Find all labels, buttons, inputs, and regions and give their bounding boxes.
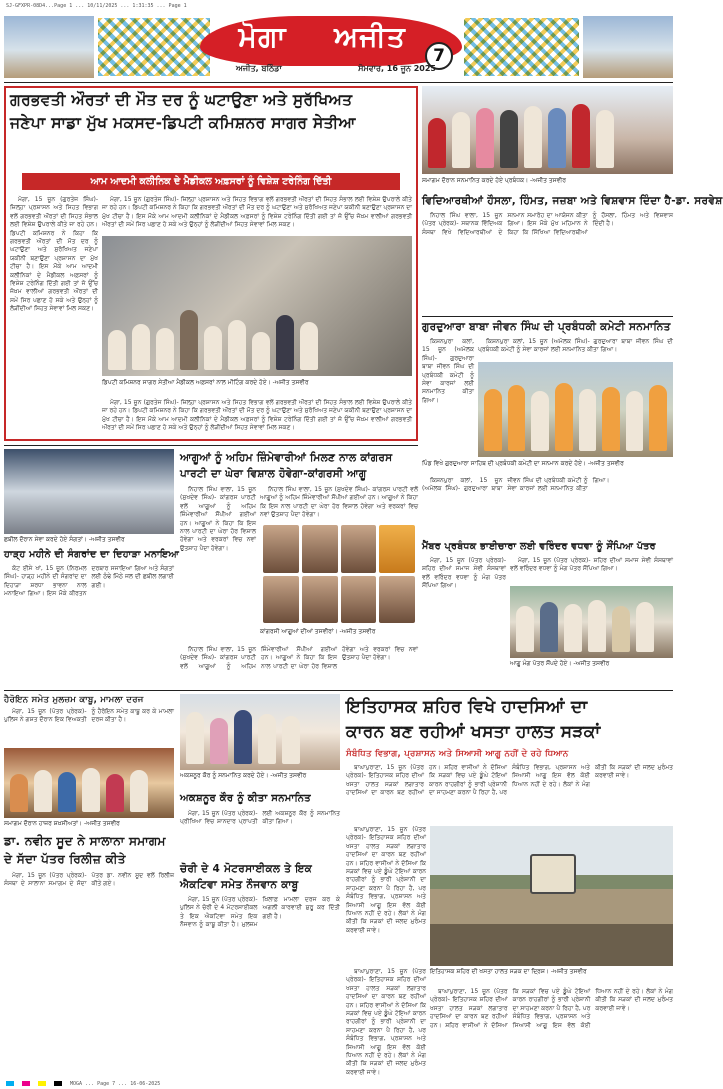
right-top-photo-caption: ਸਮਾਗਮ ਦੌਰਾਨ ਸਨਮਾਨਿਤ ਕਰਦੇ ਹੋਏ ਪ੍ਰਬੰਧਕ। -ਅਜੀਤ ਤਸਵੀਰ xyxy=(422,177,566,184)
memorandum-photo-caption: ਆਗੂ ਮੰਗ ਪੱਤਰ ਸੌਂਪਦੇ ਹੋਏ। -ਅਜੀਤ ਤਸਵੀਰ xyxy=(510,660,610,667)
gurdwara-body-top: ਕਿਸ਼ਨਪੁਰਾ ਕਲਾਂ, 15 ਜੂਨ (ਅਮੋਲਕ ਸਿੰਘ)- ਗੁਰਦੁਆਰਾ ਬਾਬਾ ਜੀਵਨ ਸਿੰਘ ਦੀ ਪ੍ਰਬੰਧਕੀ ਕਮੇਟੀ ਨੂੰ ਸੇਵਾ ਕਾਰਜਾਂ ਲਈ ਸਨਮਾਨਿਤ ਕੀਤਾ ਗਿਆ। xyxy=(478,338,673,354)
roads-body-col: ਬਾਘਾਪੁਰਾਣਾ, 15 ਜੂਨ (ਪੱਤਰ ਪ੍ਰੇਰਕ)- ਇਤਿਹਾਸਕ ਸ਼ਹਿਰ ਦੀਆਂ ਖਸਤਾ ਹਾਲਤ ਸੜਕਾਂ ਲਗਾਤਾਰ ਹਾਦਸਿਆਂ ਦਾ ਕਾਰਨ ਬਣ ਰਹੀਆਂ ਹਨ। ਸ਼ਹਿਰ ਵਾਸੀਆਂ ਨੇ ਦੱਸਿਆ ਕਿ ਸੜਕਾਂ ਵਿਚ ਪਏ ਡੂੰਘੇ ਟੋਇਆਂ ਕਾਰਨ ਰਾਹਗੀਰਾਂ ਨੂੰ ਭਾਰੀ ਪ੍ਰੇਸ਼ਾਨੀ ਦਾ ਸਾਹਮਣਾ ਕਰਨਾ ਪੈ ਰਿਹਾ ਹੈ, ਪਰ ਸੰਬੰਧਿਤ ਵਿਭਾਗ, ਪ੍ਰਸ਼ਾਸਨ ਅਤੇ ਸਿਆਸੀ ਆਗੂ ਇਸ ਵੱਲ ਕੋਈ ਧਿਆਨ ਨਹੀਂ ਦੇ ਰਹੇ। ਲੋਕਾਂ ਨੇ ਮੰਗ ਕੀਤੀ ਕਿ ਸੜਕਾਂ ਦੀ ਜਲਦ ਮੁਰੰਮਤ ਕਰਵਾਈ ਜਾਵੇ। xyxy=(346,826,426,934)
congress-face xyxy=(341,576,377,624)
lead-body-top: ਮੋਗਾ, 15 ਜੂਨ (ਗੁਰਤੇਜ ਸਿੰਘ)- ਜ਼ਿਲ੍ਹਾ ਪ੍ਰਸ਼ਾਸਨ ਅਤੇ ਸਿਹਤ ਵਿਭਾਗ ਵਲੋਂ ਗਰਭਵਤੀ ਔਰਤਾਂ ਦੀ ਸਿਹਤ ਸੰਭਾਲ ਲਈ ਵਿਸ਼ੇਸ਼ ਉਪਰਾਲੇ ਕੀਤੇ ਜਾ ਰਹੇ ਹਨ। ਡਿਪਟੀ ਕਮਿਸ਼ਨਰ ਨੇ ਕਿਹਾ ਕਿ ਗਰਭਵਤੀ ਔਰਤਾਂ ਦੀ ਮੌਤ ਦਰ ਨੂੰ ਘਟਾਉਣਾ ਅਤੇ ਸੁਰੱਖਿਅਤ ਜਣੇਪਾ ਯਕੀਨੀ ਬਣਾਉਣਾ ਪ੍ਰਸ਼ਾਸਨ ਦਾ ਮੁੱਖ ਟੀਚਾ ਹੈ। ਇਸ ਮੌਕੇ ਆਮ ਆਦਮੀ ਕਲੀਨਿਕਾਂ ਦੇ ਮੈਡੀਕਲ ਅਫ਼ਸਰਾਂ ਨੂੰ ਵਿਸ਼ੇਸ਼ ਟਰੇਨਿੰਗ ਦਿੱਤੀ ਗਈ ਤਾਂ ਜੋ ਉੱਚ ਜੋਖ਼ਮ ਵਾਲੀਆਂ ਗਰਭਵਤੀ ਔਰਤਾਂ ਦੀ ਸਮੇਂ ਸਿਰ ਪਛਾਣ ਹੋ ਸਕੇ ਅਤੇ ਉਨ੍ਹਾਂ ਨੂੰ ਲੋੜੀਂਦੀਆਂ ਸਿਹਤ ਸੇਵਾਵਾਂ ਮਿਲ ਸਕਣ। xyxy=(102,196,412,229)
lead-headline-line2: ਜਣੇਪਾ ਸਾਡਾ ਮੁੱਖ ਮਕਸਦ-ਡਿਪਟੀ ਕਮਿਸ਼ਨਰ ਸਾਗਰ ਸੇਤੀਆ xyxy=(10,114,356,132)
masthead-city: ਅਜੀਤ, ਬਠਿੰਡਾ xyxy=(236,64,282,73)
chabeel-body: ਕੋਟ ਈਸੇ ਖਾਂ, 15 ਜੂਨ (ਨਿਰਮਲ ਸਿੰਘ)- ਹਾੜ੍ਹ ਮਹੀਨੇ ਦੀ ਸੰਗਰਾਂਦ ਦਾ ਦਿਹਾੜਾ ਸ਼ਰਧਾ ਭਾਵਨਾ ਨਾਲ ਮਨਾਇਆ ਗਿਆ। ਇਸ ਮੌਕੇ ਕੀਰਤਨ ਦਰਬਾਰ ਸਜਾਇਆ ਗਿਆ ਅਤੇ ਸੰਗਤਾਂ ਲਈ ਠੰਢੇ ਮਿੱਠੇ ਜਲ ਦੀ ਛਬੀਲ ਲਗਾਈ ਗਈ। xyxy=(4,565,174,598)
navin-headline-line2: ਦੇ ਸੱਦਾ ਪੱਤਰ ਰਿਲੀਜ਼ ਕੀਤੇ xyxy=(4,852,126,866)
masthead-photo-left xyxy=(4,16,94,78)
roads-body-bottom-left: ਬਾਘਾਪੁਰਾਣਾ, 15 ਜੂਨ (ਪੱਤਰ ਪ੍ਰੇਰਕ)- ਇਤਿਹਾਸਕ ਸ਼ਹਿਰ ਦੀਆਂ ਖਸਤਾ ਹਾਲਤ ਸੜਕਾਂ ਲਗਾਤਾਰ ਹਾਦਸਿਆਂ ਦਾ ਕਾਰਨ ਬਣ ਰਹੀਆਂ ਹਨ। ਸ਼ਹਿਰ ਵਾਸੀਆਂ ਨੇ ਦੱਸਿਆ ਕਿ ਸੜਕਾਂ ਵਿਚ ਪਏ ਡੂੰਘੇ ਟੋਇਆਂ ਕਾਰਨ ਰਾਹਗੀਰਾਂ ਨੂੰ ਭਾਰੀ ਪ੍ਰੇਸ਼ਾਨੀ ਦਾ ਸਾਹਮਣਾ ਕਰਨਾ ਪੈ ਰਿਹਾ ਹੈ, ਪਰ ਸੰਬੰਧਿਤ ਵਿਭਾਗ, ਪ੍ਰਸ਼ਾਸਨ ਅਤੇ ਸਿਆਸੀ ਆਗੂ ਇਸ ਵੱਲ ਕੋਈ ਧਿਆਨ ਨਹੀਂ ਦੇ ਰਹੇ। ਲੋਕਾਂ ਨੇ ਮੰਗ ਕੀਤੀ ਕਿ ਸੜਕਾਂ ਦੀ ਜਲਦ ਮੁਰੰਮਤ ਕਰਵਾਈ ਜਾਵੇ। xyxy=(346,968,426,1076)
memorandum-body-top: ਮੋਗਾ, 15 ਜੂਨ (ਪੱਤਰ ਪ੍ਰੇਰਕ)- ਸ਼ਹਿਰ ਦੀਆਂ ਸਮਾਜ ਸੇਵੀ ਸੰਸਥਾਵਾਂ ਵਲੋਂ ਵਰਿੰਦਰ ਵਧਵਾ ਨੂੰ ਮੰਗ ਪੱਤਰ ਸੌਂਪਿਆ ਗਿਆ। xyxy=(510,557,673,573)
congress-face xyxy=(263,525,299,573)
roads-body-top: ਬਾਘਾਪੁਰਾਣਾ, 15 ਜੂਨ (ਪੱਤਰ ਪ੍ਰੇਰਕ)- ਇਤਿਹਾਸਕ ਸ਼ਹਿਰ ਦੀਆਂ ਖਸਤਾ ਹਾਲਤ ਸੜਕਾਂ ਲਗਾਤਾਰ ਹਾਦਸਿਆਂ ਦਾ ਕਾਰਨ ਬਣ ਰਹੀਆਂ ਹਨ। ਸ਼ਹਿਰ ਵਾਸੀਆਂ ਨੇ ਦੱਸਿਆ ਕਿ ਸੜਕਾਂ ਵਿਚ ਪਏ ਡੂੰਘੇ ਟੋਇਆਂ ਕਾਰਨ ਰਾਹਗੀਰਾਂ ਨੂੰ ਭਾਰੀ ਪ੍ਰੇਸ਼ਾਨੀ ਦਾ ਸਾਹਮਣਾ ਕਰਨਾ ਪੈ ਰਿਹਾ ਹੈ, ਪਰ ਸੰਬੰਧਿਤ ਵਿਭਾਗ, ਪ੍ਰਸ਼ਾਸਨ ਅਤੇ ਸਿਆਸੀ ਆਗੂ ਇਸ ਵੱਲ ਕੋਈ ਧਿਆਨ ਨਹੀਂ ਦੇ ਰਹੇ। ਲੋਕਾਂ ਨੇ ਮੰਗ ਕੀਤੀ ਕਿ ਸੜਕਾਂ ਦੀ ਜਲਦ ਮੁਰੰਮਤ ਕਰਵਾਈ ਜਾਵੇ। xyxy=(346,764,673,797)
right-top-photo xyxy=(422,86,673,174)
color-swatch-cyan xyxy=(6,1081,14,1086)
congress-face xyxy=(302,576,338,624)
chabeel-photo xyxy=(4,449,174,534)
masthead-rule xyxy=(4,82,673,83)
congress-headline-line2: ਪਾਰਟੀ ਦਾ ਘੇਰਾ ਵਿਸ਼ਾਲ ਹੋਵੇਗਾ-ਕਾਂਗਰਸੀ ਆਗੂ xyxy=(180,468,367,480)
color-swatch-black xyxy=(54,1081,62,1086)
roads-photo xyxy=(430,826,673,966)
print-slug: SJ-GFXPR-08D4...Page 1 ... 10/11/2025 ... 1:31:35 ... Page 1 xyxy=(6,3,187,9)
congress-photo-grid xyxy=(260,522,418,626)
congress-face xyxy=(341,525,377,573)
bikes-headline-line2: ਐਕਟਿਵਾ ਸਮੇਤ ਨੌਜਵਾਨ ਕਾਬੂ xyxy=(180,879,299,891)
congress-headline-line1: ਆਗੂਆਂ ਨੂੰ ਅਹਿਮ ਜ਼ਿੰਮੇਵਾਰੀਆਂ ਮਿਲਣ ਨਾਲ ਕਾਂਗਰਸ xyxy=(180,452,393,464)
navin-headline-line1: ਡਾ. ਨਵੀਨ ਸੂਦ ਨੇ ਸਾਲਾਨਾ ਸਮਾਗਮ xyxy=(4,834,166,848)
roads-headline-line2: ਕਾਰਨ ਬਣ ਰਹੀਆਂ ਖਸਤਾ ਹਾਲਤ ਸੜਕਾਂ xyxy=(346,722,601,742)
lead-headline-line1: ਗਰਭਵਤੀ ਔਰਤਾਂ ਦੀ ਮੌਤ ਦਰ ਨੂੰ ਘਟਾਉਣਾ ਅਤੇ ਸੁਰੱਖਿਅਤ xyxy=(10,91,353,109)
memorandum-body-col: ਮੋਗਾ, 15 ਜੂਨ (ਪੱਤਰ ਪ੍ਰੇਰਕ)- ਸ਼ਹਿਰ ਦੀਆਂ ਸਮਾਜ ਸੇਵੀ ਸੰਸਥਾਵਾਂ ਵਲੋਂ ਵਰਿੰਦਰ ਵਧਵਾ ਨੂੰ ਮੰਗ ਪੱਤਰ ਸੌਂਪਿਆ ਗਿਆ। xyxy=(422,557,506,590)
masthead-date: ਸੋਮਵਾਰ, 16 ਜੂਨ 2025 xyxy=(358,64,436,73)
congress-body-top: ਨਿਹਾਲ ਸਿੰਘ ਵਾਲਾ, 15 ਜੂਨ (ਸੁਖਦੇਵ ਸਿੰਘ)- ਕਾਂਗਰਸ ਪਾਰਟੀ ਵਲੋਂ ਆਗੂਆਂ ਨੂੰ ਅਹਿਮ ਜ਼ਿੰਮੇਵਾਰੀਆਂ ਸੌਂਪੀਆਂ ਗਈਆਂ ਹਨ। ਆਗੂਆਂ ਨੇ ਕਿਹਾ ਕਿ ਇਸ ਨਾਲ ਪਾਰਟੀ ਦਾ ਘੇਰਾ ਹੋਰ ਵਿਸ਼ਾਲ ਹੋਵੇਗਾ ਅਤੇ ਵਰਕਰਾਂ ਵਿਚ ਨਵਾਂ ਉਤਸ਼ਾਹ ਪੈਦਾ ਹੋਵੇਗਾ। xyxy=(260,486,418,519)
lead-photo-caption: ਡਿਪਟੀ ਕਮਿਸ਼ਨਰ ਸਾਗਰ ਸੇਤੀਆ ਮੈਡੀਕਲ ਅਫ਼ਸਰਾਂ ਨਾਲ ਮੀਟਿੰਗ ਕਰਦੇ ਹੋਏ। -ਅਜੀਤ ਤਸਵੀਰ xyxy=(102,379,309,386)
akshnoor-headline: ਅਕਸ਼ਨੂਰ ਕੌਰ ਨੂੰ ਕੀਤਾ ਸਨਮਾਨਿਤ xyxy=(180,793,311,804)
heroin-photo-group xyxy=(4,748,174,818)
lead-body-bottom: ਮੋਗਾ, 15 ਜੂਨ (ਗੁਰਤੇਜ ਸਿੰਘ)- ਜ਼ਿਲ੍ਹਾ ਪ੍ਰਸ਼ਾਸਨ ਅਤੇ ਸਿਹਤ ਵਿਭਾਗ ਵਲੋਂ ਗਰਭਵਤੀ ਔਰਤਾਂ ਦੀ ਸਿਹਤ ਸੰਭਾਲ ਲਈ ਵਿਸ਼ੇਸ਼ ਉਪਰਾਲੇ ਕੀਤੇ ਜਾ ਰਹੇ ਹਨ। ਡਿਪਟੀ ਕਮਿਸ਼ਨਰ ਨੇ ਕਿਹਾ ਕਿ ਗਰਭਵਤੀ ਔਰਤਾਂ ਦੀ ਮੌਤ ਦਰ ਨੂੰ ਘਟਾਉਣਾ ਅਤੇ ਸੁਰੱਖਿਅਤ ਜਣੇਪਾ ਯਕੀਨੀ ਬਣਾਉਣਾ ਪ੍ਰਸ਼ਾਸਨ ਦਾ ਮੁੱਖ ਟੀਚਾ ਹੈ। ਇਸ ਮੌਕੇ ਆਮ ਆਦਮੀ ਕਲੀਨਿਕਾਂ ਦੇ ਮੈਡੀਕਲ ਅਫ਼ਸਰਾਂ ਨੂੰ ਵਿਸ਼ੇਸ਼ ਟਰੇਨਿੰਗ ਦਿੱਤੀ ਗਈ ਤਾਂ ਜੋ ਉੱਚ ਜੋਖ਼ਮ ਵਾਲੀਆਂ ਗਰਭਵਤੀ ਔਰਤਾਂ ਦੀ ਸਮੇਂ ਸਿਰ ਪਛਾਣ ਹੋ ਸਕੇ ਅਤੇ ਉਨ੍ਹਾਂ ਨੂੰ ਲੋੜੀਂਦੀਆਂ ਸਿਹਤ ਸੇਵਾਵਾਂ ਮਿਲ ਸਕਣ। xyxy=(102,399,412,432)
masthead-photo-right xyxy=(583,16,673,78)
masthead-dateline xyxy=(236,64,436,77)
roads-subhead: ਸੰਬੰਧਿਤ ਵਿਭਾਗ, ਪ੍ਰਸ਼ਾਸਨ ਅਤੇ ਸਿਆਸੀ ਆਗੂ ਨਹੀਂ ਦੇ ਰਹੇ ਧਿਆਨ xyxy=(346,749,569,759)
gurdwara-photo xyxy=(478,362,673,457)
lead-body-col1: ਮੋਗਾ, 15 ਜੂਨ (ਗੁਰਤੇਜ ਸਿੰਘ)- ਜ਼ਿਲ੍ਹਾ ਪ੍ਰਸ਼ਾਸਨ ਅਤੇ ਸਿਹਤ ਵਿਭਾਗ ਵਲੋਂ ਗਰਭਵਤੀ ਔਰਤਾਂ ਦੀ ਸਿਹਤ ਸੰਭਾਲ ਲਈ ਵਿਸ਼ੇਸ਼ ਉਪਰਾਲੇ ਕੀਤੇ ਜਾ ਰਹੇ ਹਨ। ਡਿਪਟੀ ਕਮਿਸ਼ਨਰ ਨੇ ਕਿਹਾ ਕਿ ਗਰਭਵਤੀ ਔਰਤਾਂ ਦੀ ਮੌਤ ਦਰ ਨੂੰ ਘਟਾਉਣਾ ਅਤੇ ਸੁਰੱਖਿਅਤ ਜਣੇਪਾ ਯਕੀਨੀ ਬਣਾਉਣਾ ਪ੍ਰਸ਼ਾਸਨ ਦਾ ਮੁੱਖ ਟੀਚਾ ਹੈ। ਇਸ ਮੌਕੇ ਆਮ ਆਦਮੀ ਕਲੀਨਿਕਾਂ ਦੇ ਮੈਡੀਕਲ ਅਫ਼ਸਰਾਂ ਨੂੰ ਵਿਸ਼ੇਸ਼ ਟਰੇਨਿੰਗ ਦਿੱਤੀ ਗਈ ਤਾਂ ਜੋ ਉੱਚ ਜੋਖ਼ਮ ਵਾਲੀਆਂ ਗਰਭਵਤੀ ਔਰਤਾਂ ਦੀ ਸਮੇਂ ਸਿਰ ਪਛਾਣ ਹੋ ਸਕੇ ਅਤੇ ਉਨ੍ਹਾਂ ਨੂੰ ਲੋੜੀਂਦੀਆਂ ਸਿਹਤ ਸੇਵਾਵਾਂ ਮਿਲ ਸਕਣ। xyxy=(10,196,98,313)
right-top-photo-group xyxy=(422,86,673,174)
right-top-body: ਨਿਹਾਲ ਸਿੰਘ ਵਾਲਾ, 15 ਜੂਨ (ਪੱਤਰ ਪ੍ਰੇਰਕ)- ਸਥਾਨਕ ਵਿੱਦਿਅਕ ਸੰਸਥਾ ਵਿਖੇ ਵਿਦਿਆਰਥੀਆਂ ਦੇ ਸਨਮਾਨ ਸਮਾਰੋਹ ਦਾ ਆਯੋਜਨ ਕੀਤਾ ਗਿਆ। ਇਸ ਮੌਕੇ ਮੁੱਖ ਮਹਿਮਾਨ ਨੇ ਕਿਹਾ ਕਿ ਸਿੱਖਿਆ ਵਿਦਿਆਰਥੀਆਂ ਨੂੰ ਹੌਸਲਾ, ਹਿੰਮਤ ਅਤੇ ਵਿਸ਼ਵਾਸ ਦਿੰਦੀ ਹੈ। xyxy=(422,212,673,236)
congress-face xyxy=(263,576,299,624)
lead-photo xyxy=(102,236,412,376)
color-swatch-magenta xyxy=(22,1081,30,1086)
heroin-photo-caption: ਸਮਾਗਮ ਦੌਰਾਨ ਹਾਜ਼ਰ ਸ਼ਖ਼ਸੀਅਤਾਂ। -ਅਜੀਤ ਤਸਵੀਰ xyxy=(4,820,120,827)
memorandum-headline: ਮੈਂਬਰ ਪ੍ਰਬੰਧਕ ਭਾਈਚਾਰਾ ਲਈ ਵਰਿੰਦਰ ਵਧਵਾ ਨੂੰ ਸੌਂਪਿਆ ਪੱਤਰ xyxy=(422,541,656,552)
gurdwara-photo-group xyxy=(478,362,673,457)
heroin-photo xyxy=(4,748,174,818)
print-footer xyxy=(0,1078,677,1089)
akshnoor-photo-caption: ਅਕਸ਼ਨੂਰ ਕੌਰ ਨੂੰ ਸਨਮਾਨਿਤ ਕਰਦੇ ਹੋਏ। -ਅਜੀਤ ਤਸਵੀਰ xyxy=(180,772,307,779)
congress-body-bottom: ਨਿਹਾਲ ਸਿੰਘ ਵਾਲਾ, 15 ਜੂਨ (ਸੁਖਦੇਵ ਸਿੰਘ)- ਕਾਂਗਰਸ ਪਾਰਟੀ ਵਲੋਂ ਆਗੂਆਂ ਨੂੰ ਅਹਿਮ ਜ਼ਿੰਮੇਵਾਰੀਆਂ ਸੌਂਪੀਆਂ ਗਈਆਂ ਹਨ। ਆਗੂਆਂ ਨੇ ਕਿਹਾ ਕਿ ਇਸ ਨਾਲ ਪਾਰਟੀ ਦਾ ਘੇਰਾ ਹੋਰ ਵਿਸ਼ਾਲ ਹੋਵੇਗਾ ਅਤੇ ਵਰਕਰਾਂ ਵਿਚ ਨਵਾਂ ਉਤਸ਼ਾਹ ਪੈਦਾ ਹੋਵੇਗਾ। xyxy=(180,646,418,670)
gurdwara-body-bottom: ਕਿਸ਼ਨਪੁਰਾ ਕਲਾਂ, 15 ਜੂਨ (ਅਮੋਲਕ ਸਿੰਘ)- ਗੁਰਦੁਆਰਾ ਬਾਬਾ ਜੀਵਨ ਸਿੰਘ ਦੀ ਪ੍ਰਬੰਧਕੀ ਕਮੇਟੀ ਨੂੰ ਸੇਵਾ ਕਾਰਜਾਂ ਲਈ ਸਨਮਾਨਿਤ ਕੀਤਾ ਗਿਆ। xyxy=(422,477,610,493)
chabeel-headline: ਹਾੜ੍ਹ ਮਹੀਨੇ ਦੀ ਸੰਗਰਾਂਦ ਦਾ ਦਿਹਾੜਾ ਮਨਾਇਆ xyxy=(4,549,180,560)
memorandum-photo-group xyxy=(510,586,673,658)
masthead-title-ajit: ਅਜੀਤ xyxy=(334,20,406,53)
gurdwara-headline: ਗੁਰਦੁਆਰਾ ਬਾਬਾ ਜੀਵਨ ਸਿੰਘ ਦੀ ਪ੍ਰਬੰਧਕੀ ਕਮੇਟੀ ਸਨਮਾਨਿਤ xyxy=(422,321,671,333)
roads-photo-truck xyxy=(530,854,576,894)
lead-subhead: ਆਮ ਆਦਮੀ ਕਲੀਨਿਕ ਦੇ ਮੈਡੀਕਲ ਅਫ਼ਸਰਾਂ ਨੂੰ ਵਿਸ਼ੇਸ਼ ਟਰੇਨਿੰਗ ਦਿੱਤੀ xyxy=(22,173,400,190)
gurdwara-photo-caption: ਪਿੰਡ ਵਿਖੇ ਗੁਰਦੁਆਰਾ ਸਾਹਿਬ ਦੀ ਪ੍ਰਬੰਧਕੀ ਕਮੇਟੀ ਦਾ ਸਨਮਾਨ ਕਰਦੇ ਹੋਏ। -ਅਜੀਤ ਤਸਵੀਰ xyxy=(422,460,624,467)
page-number: 7 xyxy=(425,42,453,70)
footer-text: MOGA ... Page 7 ... 16-06-2025 xyxy=(70,1080,161,1087)
right-top-headline: ਵਿਦਿਆਰਥੀਆਂ ਹੌਸਲਾ, ਹਿੰਮਤ, ਜਜ਼ਬਾ ਅਤੇ ਵਿਸ਼ਵਾਸ ਦਿੰਦਾ ਹੈ-ਡਾ. ਸਰਵੇਸ਼ xyxy=(422,195,723,207)
masthead-pattern-right xyxy=(464,18,579,76)
heroin-body: ਮੋਗਾ, 15 ਜੂਨ (ਪੱਤਰ ਪ੍ਰੇਰਕ)- ਪੁਲਿਸ ਨੇ ਗਸ਼ਤ ਦੌਰਾਨ ਇਕ ਵਿਅਕਤੀ ਨੂੰ ਹੈਰੋਇਨ ਸਮੇਤ ਕਾਬੂ ਕਰ ਕੇ ਮਾਮਲਾ ਦਰਜ ਕੀਤਾ ਹੈ। xyxy=(4,708,174,724)
chabeel-photo-caption: ਛਬੀਲ ਦੌਰਾਨ ਸੇਵਾ ਕਰਦੇ ਹੋਏ ਸੰਗਤਾਂ। -ਅਜੀਤ ਤਸਵੀਰ xyxy=(4,536,125,543)
navin-body: ਮੋਗਾ, 15 ਜੂਨ (ਪੱਤਰ ਪ੍ਰੇਰਕ)- ਸੰਸਥਾ ਦੇ ਸਾਲਾਨਾ ਸਮਾਗਮ ਦੇ ਸੱਦਾ ਪੱਤਰ ਡਾ. ਨਵੀਨ ਸੂਦ ਵਲੋਂ ਰਿਲੀਜ਼ ਕੀਤੇ ਗਏ। xyxy=(4,872,174,888)
masthead-title-moga: ਮੋਗਾ xyxy=(238,20,287,53)
roads-headline-line1: ਇਤਿਹਾਸਕ ਸ਼ਹਿਰ ਵਿਖੇ ਹਾਦਸਿਆਂ ਦਾ xyxy=(346,697,588,717)
gurdwara-body-col: ਕਿਸ਼ਨਪੁਰਾ ਕਲਾਂ, 15 ਜੂਨ (ਅਮੋਲਕ ਸਿੰਘ)- ਗੁਰਦੁਆਰਾ ਬਾਬਾ ਜੀਵਨ ਸਿੰਘ ਦੀ ਪ੍ਰਬੰਧਕੀ ਕਮੇਟੀ ਨੂੰ ਸੇਵਾ ਕਾਰਜਾਂ ਲਈ ਸਨਮਾਨਿਤ ਕੀਤਾ ਗਿਆ। xyxy=(422,338,474,404)
congress-photo-caption: ਕਾਂਗਰਸੀ ਆਗੂਆਂ ਦੀਆਂ ਤਸਵੀਰਾਂ। -ਅਜੀਤ ਤਸਵੀਰ xyxy=(260,628,376,635)
masthead-pattern-left xyxy=(98,18,210,76)
section-rule-1 xyxy=(4,445,418,446)
color-swatch-yellow xyxy=(38,1081,46,1086)
roads-body-bottom: ਬਾਘਾਪੁਰਾਣਾ, 15 ਜੂਨ (ਪੱਤਰ ਪ੍ਰੇਰਕ)- ਇਤਿਹਾਸਕ ਸ਼ਹਿਰ ਦੀਆਂ ਖਸਤਾ ਹਾਲਤ ਸੜਕਾਂ ਲਗਾਤਾਰ ਹਾਦਸਿਆਂ ਦਾ ਕਾਰਨ ਬਣ ਰਹੀਆਂ ਹਨ। ਸ਼ਹਿਰ ਵਾਸੀਆਂ ਨੇ ਦੱਸਿਆ ਕਿ ਸੜਕਾਂ ਵਿਚ ਪਏ ਡੂੰਘੇ ਟੋਇਆਂ ਕਾਰਨ ਰਾਹਗੀਰਾਂ ਨੂੰ ਭਾਰੀ ਪ੍ਰੇਸ਼ਾਨੀ ਦਾ ਸਾਹਮਣਾ ਕਰਨਾ ਪੈ ਰਿਹਾ ਹੈ, ਪਰ ਸੰਬੰਧਿਤ ਵਿਭਾਗ, ਪ੍ਰਸ਼ਾਸਨ ਅਤੇ ਸਿਆਸੀ ਆਗੂ ਇਸ ਵੱਲ ਕੋਈ ਧਿਆਨ ਨਹੀਂ ਦੇ ਰਹੇ। ਲੋਕਾਂ ਨੇ ਮੰਗ ਕੀਤੀ ਕਿ ਸੜਕਾਂ ਦੀ ਜਲਦ ਮੁਰੰਮਤ ਕਰਵਾਈ ਜਾਵੇ। xyxy=(430,988,673,1029)
bikes-body: ਮੋਗਾ, 15 ਜੂਨ (ਪੱਤਰ ਪ੍ਰੇਰਕ)- ਪੁਲਿਸ ਨੇ ਚੋਰੀ ਦੇ 4 ਮੋਟਰਸਾਈਕਲ ਤੇ ਇਕ ਐਕਟਿਵਾ ਸਮੇਤ ਇਕ ਨੌਜਵਾਨ ਨੂੰ ਕਾਬੂ ਕੀਤਾ ਹੈ। ਮੁਲਜ਼ਮ ਖ਼ਿਲਾਫ਼ ਮਾਮਲਾ ਦਰਜ ਕਰ ਕੇ ਅਗਲੀ ਕਾਰਵਾਈ ਸ਼ੁਰੂ ਕਰ ਦਿੱਤੀ ਗਈ ਹੈ। xyxy=(180,896,340,929)
congress-body-col: ਨਿਹਾਲ ਸਿੰਘ ਵਾਲਾ, 15 ਜੂਨ (ਸੁਖਦੇਵ ਸਿੰਘ)- ਕਾਂਗਰਸ ਪਾਰਟੀ ਵਲੋਂ ਆਗੂਆਂ ਨੂੰ ਅਹਿਮ ਜ਼ਿੰਮੇਵਾਰੀਆਂ ਸੌਂਪੀਆਂ ਗਈਆਂ ਹਨ। ਆਗੂਆਂ ਨੇ ਕਿਹਾ ਕਿ ਇਸ ਨਾਲ ਪਾਰਟੀ ਦਾ ਘੇਰਾ ਹੋਰ ਵਿਸ਼ਾਲ ਹੋਵੇਗਾ ਅਤੇ ਵਰਕਰਾਂ ਵਿਚ ਨਵਾਂ ਉਤਸ਼ਾਹ ਪੈਦਾ ਹੋਵੇਗਾ। xyxy=(180,486,256,552)
heroin-headline: ਹੈਰੋਇਨ ਸਮੇਤ ਮੁਲਜ਼ਮ ਕਾਬੂ, ਮਾਮਲਾ ਦਰਜ xyxy=(4,695,144,705)
akshnoor-photo xyxy=(180,694,340,770)
congress-face xyxy=(302,525,338,573)
roads-photo-caption: ਇਤਿਹਾਸਕ ਸ਼ਹਿਰ ਦੀ ਖਸਤਾ ਹਾਲਤ ਸੜਕ ਦਾ ਦ੍ਰਿਸ਼। -ਅਜੀਤ ਤਸਵੀਰ xyxy=(430,968,587,975)
bikes-headline-line1: ਚੋਰੀ ਦੇ 4 ਮੋਟਰਸਾਈਕਲ ਤੇ ਇਕ xyxy=(180,863,313,875)
section-rule-2 xyxy=(4,690,673,691)
right-top-rule xyxy=(422,316,673,317)
memorandum-photo xyxy=(510,586,673,658)
akshnoor-photo-group xyxy=(180,694,340,770)
congress-face xyxy=(379,525,415,573)
lead-photo-meeting xyxy=(102,236,412,376)
akshnoor-body: ਮੋਗਾ, 15 ਜੂਨ (ਪੱਤਰ ਪ੍ਰੇਰਕ)- ਪ੍ਰੀਖਿਆ ਵਿਚ ਸ਼ਾਨਦਾਰ ਪ੍ਰਾਪਤੀ ਲਈ ਅਕਸ਼ਨੂਰ ਕੌਰ ਨੂੰ ਸਨਮਾਨਿਤ ਕੀਤਾ ਗਿਆ। xyxy=(180,810,340,826)
congress-face xyxy=(379,576,415,624)
